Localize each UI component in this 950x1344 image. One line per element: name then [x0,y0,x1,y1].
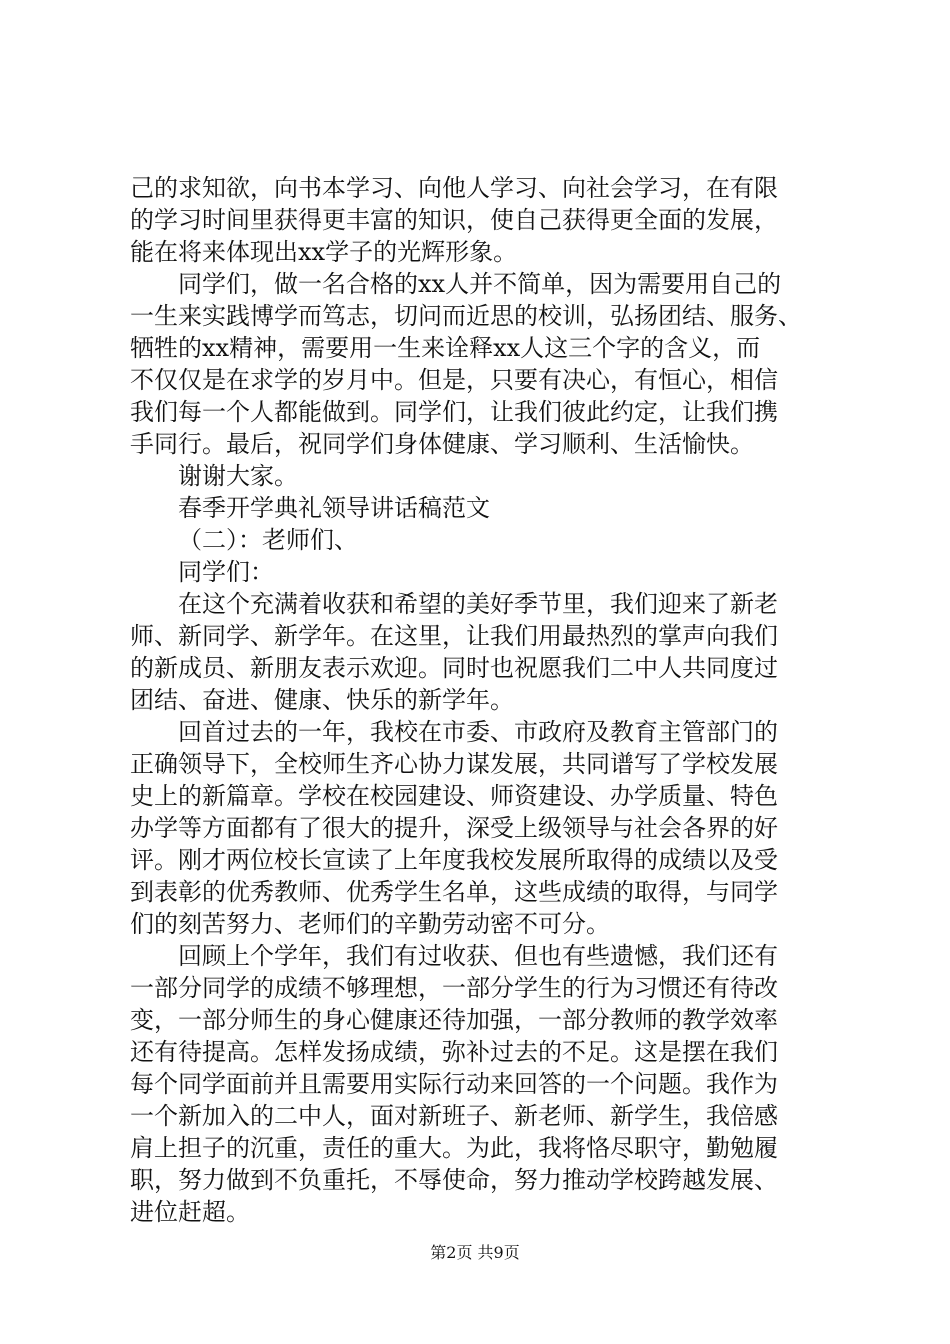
text-line: 团结、奋进、健康、快乐的新学年。 [130,686,514,714]
text-line: 回顾上个学年，我们有过收获、但也有些遗憾，我们还有 [178,942,778,970]
text-line: 不仅仅是在求学的岁月中。但是，只要有决心，有恒心，相信 [130,366,778,394]
text-line: 一生来实践博学而笃志，切问而近思的校训，弘扬团结、服务、 [130,302,802,330]
section-title: 春季开学典礼领导讲话稿范文 [178,494,490,522]
text-line: 在这个充满着收获和希望的美好季节里，我们迎来了新老 [178,590,778,618]
text-line: 一个新加入的二中人，面对新班子、新老师、新学生，我倍感 [130,1102,778,1130]
text-line: 肩上担子的沉重，责任的重大。为此，我将恪尽职守，勤勉履 [130,1134,778,1162]
text-line: 每个同学面前并且需要用实际行动来回答的一个问题。我作为 [130,1070,778,1098]
text-line: 职，努力做到不负重托，不辱使命，努力推动学校跨越发展、 [130,1166,778,1194]
text-line: 同学们： [178,558,274,586]
text-line: 办学等方面都有了很大的提升，深受上级领导与社会各界的好 [130,814,778,842]
text-line: 同学们，做一名合格的xx人并不简单，因为需要用自己的 [178,270,782,298]
text-line: 们的刻苦努力、老师们的辛勤劳动密不可分。 [130,910,610,938]
text-line: 到表彰的优秀教师、优秀学生名单，这些成绩的取得，与同学 [130,878,778,906]
text-line: 史上的新篇章。学校在校园建设、师资建设、办学质量、特色 [130,782,778,810]
text-line: 我们每一个人都能做到。同学们，让我们彼此约定，让我们携 [130,398,778,426]
text-line: 手同行。最后，祝同学们身体健康、学习顺利、生活愉快。 [130,430,754,458]
text-line: 的学习时间里获得更丰富的知识，使自己获得更全面的发展， [130,206,778,234]
text-line: 一部分同学的成绩不够理想，一部分学生的行为习惯还有待改 [130,974,778,1002]
text-line: 还有待提高。怎样发扬成绩，弥补过去的不足。这是摆在我们 [130,1038,778,1066]
text-line: 牺牲的xx精神，需要用一生来诠释xx人这三个字的含义，而 [130,334,761,362]
text-line: 的新成员、新朋友表示欢迎。同时也祝愿我们二中人共同度过 [130,654,778,682]
text-line: 变，一部分师生的身心健康还待加强，一部分教师的教学效率 [130,1006,778,1034]
text-line: 正确领导下，全校师生齐心协力谋发展，共同谱写了学校发展 [130,750,778,778]
text-line: 进位赶超。 [130,1198,250,1226]
text-line: 能在将来体现出xx学子的光辉形象。 [130,238,518,266]
text-line: 师、新同学、新学年。在这里，让我们用最热烈的掌声向我们 [130,622,778,650]
text-line: （二）：老师们、 [178,526,358,554]
page-number-footer: 第2页 共9页 [430,1243,520,1262]
text-line: 评。刚才两位校长宣读了上年度我校发展所取得的成绩以及受 [130,846,778,874]
text-line: 己的求知欲，向书本学习、向他人学习、向社会学习，在有限 [130,174,778,202]
text-line: 回首过去的一年，我校在市委、市政府及教育主管部门的 [178,718,778,746]
text-line: 谢谢大家。 [178,462,298,490]
